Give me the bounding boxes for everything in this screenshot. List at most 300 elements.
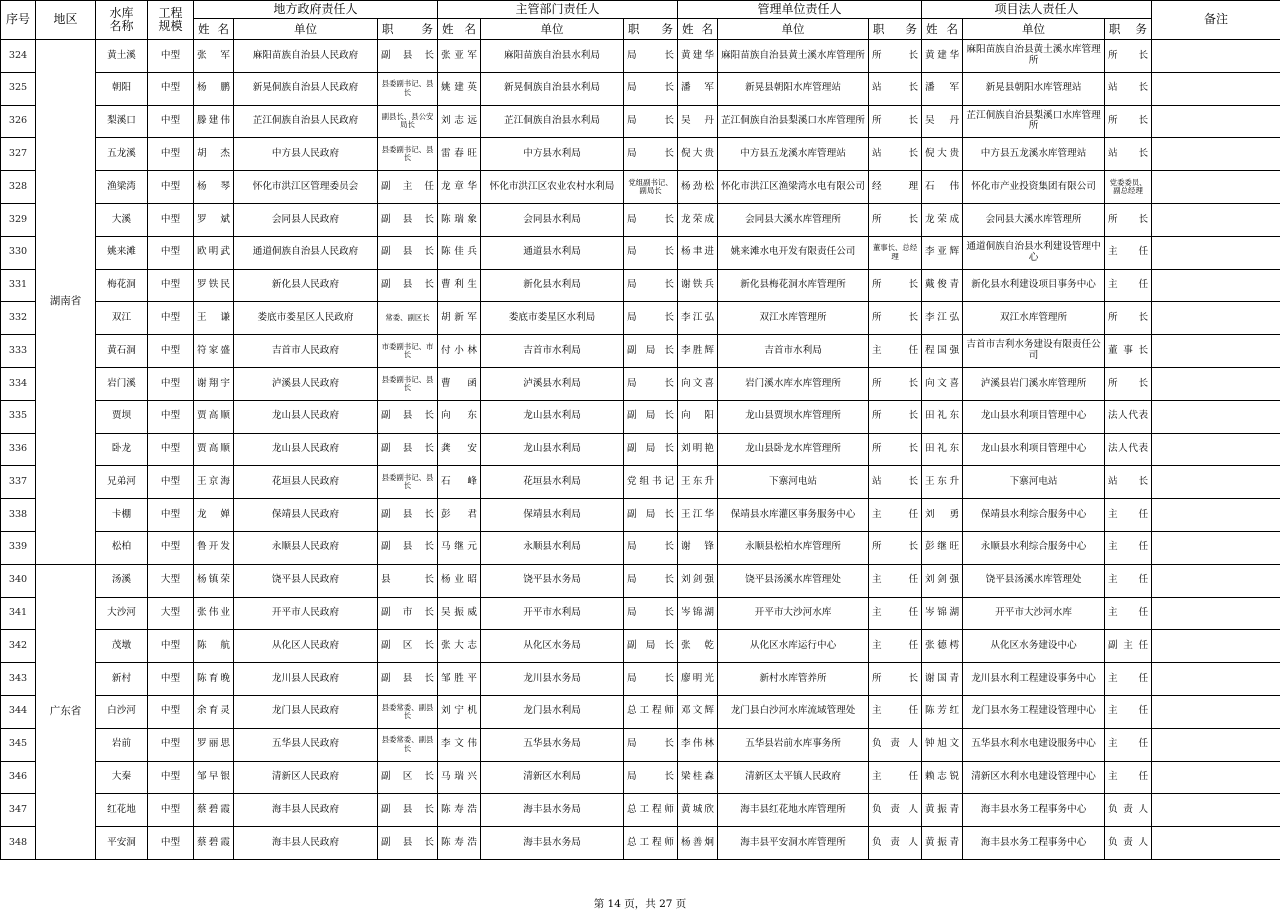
cell-mgmt-unit: 新村水库管养所 bbox=[718, 663, 869, 696]
cell-gov-unit: 龙川县人民政府 bbox=[234, 663, 378, 696]
cell-mgmt-unit: 饶平县汤溪水库管理处 bbox=[718, 564, 869, 597]
cell-remarks bbox=[1152, 433, 1280, 466]
cell-mgmt-unit: 新化县梅花洞水库管理所 bbox=[718, 269, 869, 302]
table-row bbox=[1, 761, 1280, 794]
cell-dept-unit: 清新区水利局 bbox=[481, 761, 624, 794]
subheader-mgmt-unit: 单位 bbox=[718, 19, 869, 40]
cell-remarks bbox=[1152, 171, 1280, 204]
cell-scale: 中型 bbox=[148, 171, 194, 204]
cell-remarks bbox=[1152, 72, 1280, 105]
cell-mgmt-duty: 主任 bbox=[869, 695, 922, 728]
cell-mgmt-duty: 主任 bbox=[869, 597, 922, 630]
cell-dept-duty: 总工程师 bbox=[624, 827, 678, 860]
cell-dept-unit: 五华县水务局 bbox=[481, 728, 624, 761]
cell-reservoir: 黄石洞 bbox=[96, 335, 148, 368]
cell-scale: 中型 bbox=[148, 72, 194, 105]
cell-gov-unit: 清新区人民政府 bbox=[234, 761, 378, 794]
cell-dept-duty: 局长 bbox=[624, 138, 678, 171]
cell-legal-name: 刘剑强 bbox=[922, 564, 963, 597]
cell-gov-duty: 副县长、县公安局长 bbox=[378, 105, 438, 138]
cell-gov-unit: 海丰县人民政府 bbox=[234, 827, 378, 860]
cell-mgmt-unit: 永顺县松柏水库管理所 bbox=[718, 531, 869, 564]
cell-mgmt-unit: 龙门县白沙河水库流域管理处 bbox=[718, 695, 869, 728]
cell-mgmt-unit: 龙山县贾坝水库管理所 bbox=[718, 400, 869, 433]
cell-scale: 中型 bbox=[148, 531, 194, 564]
subheader-mgmt-name: 姓 名 bbox=[678, 19, 718, 40]
cell-legal-duty: 主任 bbox=[1105, 597, 1152, 630]
cell-dept-name: 马继元 bbox=[438, 531, 481, 564]
cell-scale: 中型 bbox=[148, 105, 194, 138]
header-seq: 序号 bbox=[1, 1, 36, 40]
cell-gov-duty: 县委副书记、县长 bbox=[378, 72, 438, 105]
cell-dept-name: 邹胜平 bbox=[438, 663, 481, 696]
cell-gov-unit: 吉首市人民政府 bbox=[234, 335, 378, 368]
table-row bbox=[1, 171, 1280, 204]
table-row bbox=[1, 203, 1280, 236]
cell-legal-unit: 海丰县水务工程事务中心 bbox=[963, 827, 1105, 860]
cell-mgmt-unit: 姚来滩水电开发有限责任公司 bbox=[718, 236, 869, 269]
cell-gov-duty: 副县长 bbox=[378, 827, 438, 860]
cell-legal-name: 谢国青 bbox=[922, 663, 963, 696]
cell-gov-duty: 市委副书记、市长 bbox=[378, 335, 438, 368]
cell-reservoir: 大溪 bbox=[96, 203, 148, 236]
cell-dept-duty: 局长 bbox=[624, 40, 678, 73]
cell-dept-name: 张亚军 bbox=[438, 40, 481, 73]
cell-dept-duty: 副局长 bbox=[624, 499, 678, 532]
cell-mgmt-name: 谢铁兵 bbox=[678, 269, 718, 302]
cell-legal-unit: 开平市大沙河水库 bbox=[963, 597, 1105, 630]
cell-gov-name: 胡 杰 bbox=[194, 138, 234, 171]
cell-dept-name: 陈寿浩 bbox=[438, 827, 481, 860]
cell-mgmt-duty: 所长 bbox=[869, 367, 922, 400]
cell-seq: 337 bbox=[1, 466, 36, 499]
cell-legal-duty: 主任 bbox=[1105, 564, 1152, 597]
cell-seq: 335 bbox=[1, 400, 36, 433]
cell-mgmt-name: 梁桂森 bbox=[678, 761, 718, 794]
cell-legal-name: 向文喜 bbox=[922, 367, 963, 400]
page-footer: 第 14 页，共 27 页 bbox=[593, 898, 687, 910]
cell-mgmt-name: 李伟林 bbox=[678, 728, 718, 761]
cell-reservoir: 卡棚 bbox=[96, 499, 148, 532]
cell-mgmt-unit: 芷江侗族自治县梨溪口水库管理所 bbox=[718, 105, 869, 138]
cell-remarks bbox=[1152, 236, 1280, 269]
cell-mgmt-duty: 所长 bbox=[869, 269, 922, 302]
cell-mgmt-name: 岑锦湖 bbox=[678, 597, 718, 630]
cell-gov-name: 陈 航 bbox=[194, 630, 234, 663]
cell-legal-unit: 新晃县朝阳水库管理站 bbox=[963, 72, 1105, 105]
cell-mgmt-unit: 从化区水库运行中心 bbox=[718, 630, 869, 663]
cell-mgmt-name: 谢 锋 bbox=[678, 531, 718, 564]
cell-legal-duty: 董事长 bbox=[1105, 335, 1152, 368]
cell-reservoir: 松柏 bbox=[96, 531, 148, 564]
cell-legal-unit: 龙门县水务工程建设管理中心 bbox=[963, 695, 1105, 728]
cell-legal-unit: 龙山县水利项目管理中心 bbox=[963, 400, 1105, 433]
cell-legal-unit: 从化区水务建设中心 bbox=[963, 630, 1105, 663]
cell-remarks bbox=[1152, 630, 1280, 663]
cell-scale: 中型 bbox=[148, 695, 194, 728]
cell-dept-name: 曹 函 bbox=[438, 367, 481, 400]
cell-gov-duty: 县委副书记、县长 bbox=[378, 466, 438, 499]
cell-reservoir: 渔梁湾 bbox=[96, 171, 148, 204]
table-row bbox=[1, 138, 1280, 171]
cell-reservoir: 平安洞 bbox=[96, 827, 148, 860]
cell-gov-name: 余育灵 bbox=[194, 695, 234, 728]
cell-mgmt-name: 黄建华 bbox=[678, 40, 718, 73]
cell-legal-duty: 负责人 bbox=[1105, 794, 1152, 827]
cell-dept-duty: 局长 bbox=[624, 236, 678, 269]
cell-gov-name: 张伟业 bbox=[194, 597, 234, 630]
cell-gov-unit: 麻阳苗族自治县人民政府 bbox=[234, 40, 378, 73]
cell-gov-unit: 龙山县人民政府 bbox=[234, 433, 378, 466]
cell-mgmt-duty: 所长 bbox=[869, 531, 922, 564]
table-row bbox=[1, 695, 1280, 728]
cell-mgmt-duty: 负责人 bbox=[869, 728, 922, 761]
cell-gov-unit: 龙山县人民政府 bbox=[234, 400, 378, 433]
table-row bbox=[1, 236, 1280, 269]
subheader-mgmt-duty: 职 务 bbox=[869, 19, 922, 40]
table-row bbox=[1, 499, 1280, 532]
subheader-gov-duty: 职 务 bbox=[378, 19, 438, 40]
cell-gov-unit: 海丰县人民政府 bbox=[234, 794, 378, 827]
cell-gov-duty: 副县长 bbox=[378, 663, 438, 696]
cell-gov-name: 王 谦 bbox=[194, 302, 234, 335]
cell-legal-unit: 芷江侗族自治县梨溪口水库管理所 bbox=[963, 105, 1105, 138]
cell-dept-name: 陈寿浩 bbox=[438, 794, 481, 827]
cell-reservoir: 新村 bbox=[96, 663, 148, 696]
subheader-gov-unit: 单位 bbox=[234, 19, 378, 40]
cell-legal-name: 龙荣成 bbox=[922, 203, 963, 236]
cell-scale: 中型 bbox=[148, 466, 194, 499]
cell-legal-name: 张德樗 bbox=[922, 630, 963, 663]
cell-seq: 326 bbox=[1, 105, 36, 138]
cell-legal-unit: 清新区水利水电建设管理中心 bbox=[963, 761, 1105, 794]
cell-mgmt-unit: 吉首市水利局 bbox=[718, 335, 869, 368]
cell-reservoir: 白沙河 bbox=[96, 695, 148, 728]
cell-reservoir: 黄土溪 bbox=[96, 40, 148, 73]
cell-reservoir: 朝阳 bbox=[96, 72, 148, 105]
cell-gov-duty: 县长 bbox=[378, 564, 438, 597]
cell-gov-unit: 开平市人民政府 bbox=[234, 597, 378, 630]
table-row bbox=[1, 827, 1280, 860]
cell-legal-duty: 所长 bbox=[1105, 40, 1152, 73]
cell-seq: 329 bbox=[1, 203, 36, 236]
cell-mgmt-unit: 海丰县平安洞水库管理所 bbox=[718, 827, 869, 860]
cell-legal-duty: 主任 bbox=[1105, 236, 1152, 269]
cell-gov-name: 蔡碧霞 bbox=[194, 794, 234, 827]
cell-gov-unit: 中方县人民政府 bbox=[234, 138, 378, 171]
cell-reservoir: 兄弟河 bbox=[96, 466, 148, 499]
cell-seq: 339 bbox=[1, 531, 36, 564]
cell-seq: 334 bbox=[1, 367, 36, 400]
cell-seq: 331 bbox=[1, 269, 36, 302]
cell-mgmt-duty: 主任 bbox=[869, 335, 922, 368]
cell-legal-unit: 下寨河电站 bbox=[963, 466, 1105, 499]
cell-scale: 中型 bbox=[148, 335, 194, 368]
cell-legal-name: 倪大贵 bbox=[922, 138, 963, 171]
cell-gov-unit: 永顺县人民政府 bbox=[234, 531, 378, 564]
cell-mgmt-unit: 怀化市洪江区渔梁湾水电有限公司 bbox=[718, 171, 869, 204]
cell-dept-duty: 局长 bbox=[624, 367, 678, 400]
table-row bbox=[1, 335, 1280, 368]
cell-dept-unit: 龙山县水利局 bbox=[481, 400, 624, 433]
cell-dept-name: 马瑞兴 bbox=[438, 761, 481, 794]
cell-legal-unit: 会同县大溪水库管理所 bbox=[963, 203, 1105, 236]
cell-mgmt-unit: 中方县五龙溪水库管理站 bbox=[718, 138, 869, 171]
cell-legal-unit: 吉首市吉利水务建设有限责任公司 bbox=[963, 335, 1105, 368]
table-row bbox=[1, 105, 1280, 138]
cell-mgmt-name: 向文喜 bbox=[678, 367, 718, 400]
cell-mgmt-duty: 经理 bbox=[869, 171, 922, 204]
cell-legal-unit: 龙山县水利项目管理中心 bbox=[963, 433, 1105, 466]
cell-mgmt-name: 杨善炯 bbox=[678, 827, 718, 860]
cell-dept-unit: 中方县水利局 bbox=[481, 138, 624, 171]
cell-dept-unit: 娄底市娄星区水利局 bbox=[481, 302, 624, 335]
cell-remarks bbox=[1152, 335, 1280, 368]
cell-reservoir: 卧龙 bbox=[96, 433, 148, 466]
cell-scale: 中型 bbox=[148, 367, 194, 400]
cell-seq: 341 bbox=[1, 597, 36, 630]
cell-mgmt-duty: 主任 bbox=[869, 630, 922, 663]
cell-seq: 342 bbox=[1, 630, 36, 663]
table-row bbox=[1, 302, 1280, 335]
cell-seq: 347 bbox=[1, 794, 36, 827]
cell-mgmt-unit: 五华县岩前水库事务所 bbox=[718, 728, 869, 761]
cell-scale: 中型 bbox=[148, 499, 194, 532]
cell-gov-duty: 县委常委、副县长 bbox=[378, 728, 438, 761]
cell-gov-name: 蔡碧霞 bbox=[194, 827, 234, 860]
cell-scale: 中型 bbox=[148, 630, 194, 663]
cell-dept-name: 石 峰 bbox=[438, 466, 481, 499]
cell-dept-unit: 龙川县水务局 bbox=[481, 663, 624, 696]
cell-dept-name: 吴振威 bbox=[438, 597, 481, 630]
cell-legal-name: 陈芳红 bbox=[922, 695, 963, 728]
header-scale: 工程规模 bbox=[148, 1, 194, 40]
cell-legal-duty: 主任 bbox=[1105, 499, 1152, 532]
cell-dept-name: 刘宁机 bbox=[438, 695, 481, 728]
cell-gov-unit: 通道侗族自治县人民政府 bbox=[234, 236, 378, 269]
cell-scale: 中型 bbox=[148, 827, 194, 860]
cell-seq: 324 bbox=[1, 40, 36, 73]
cell-gov-name: 罗铁民 bbox=[194, 269, 234, 302]
cell-seq: 346 bbox=[1, 761, 36, 794]
table-row bbox=[1, 630, 1280, 663]
cell-mgmt-unit: 岩门溪水库水库管理所 bbox=[718, 367, 869, 400]
cell-mgmt-duty: 负责人 bbox=[869, 794, 922, 827]
table-row bbox=[1, 367, 1280, 400]
cell-legal-name: 王东升 bbox=[922, 466, 963, 499]
cell-remarks bbox=[1152, 597, 1280, 630]
cell-gov-name: 贾高顺 bbox=[194, 400, 234, 433]
cell-gov-unit: 龙门县人民政府 bbox=[234, 695, 378, 728]
cell-dept-duty: 局长 bbox=[624, 728, 678, 761]
cell-dept-name: 曹利生 bbox=[438, 269, 481, 302]
cell-dept-duty: 局长 bbox=[624, 761, 678, 794]
cell-legal-duty: 所长 bbox=[1105, 203, 1152, 236]
cell-dept-name: 彭 君 bbox=[438, 499, 481, 532]
cell-mgmt-unit: 双江水库管理所 bbox=[718, 302, 869, 335]
cell-scale: 中型 bbox=[148, 236, 194, 269]
cell-gov-name: 龙 婵 bbox=[194, 499, 234, 532]
cell-scale: 中型 bbox=[148, 203, 194, 236]
cell-mgmt-name: 刘剑强 bbox=[678, 564, 718, 597]
cell-seq: 332 bbox=[1, 302, 36, 335]
cell-gov-unit: 五华县人民政府 bbox=[234, 728, 378, 761]
table-row bbox=[1, 597, 1280, 630]
cell-legal-duty: 主任 bbox=[1105, 728, 1152, 761]
cell-legal-unit: 保靖县水利综合服务中心 bbox=[963, 499, 1105, 532]
cell-gov-duty: 副主任 bbox=[378, 171, 438, 204]
cell-dept-duty: 副局长 bbox=[624, 630, 678, 663]
cell-mgmt-duty: 站长 bbox=[869, 138, 922, 171]
cell-gov-unit: 花垣县人民政府 bbox=[234, 466, 378, 499]
subheader-legal-unit: 单位 bbox=[963, 19, 1105, 40]
cell-legal-duty: 法人代表 bbox=[1105, 433, 1152, 466]
cell-gov-duty: 县委副书记、县长 bbox=[378, 367, 438, 400]
cell-legal-duty: 所长 bbox=[1105, 367, 1152, 400]
cell-gov-unit: 会同县人民政府 bbox=[234, 203, 378, 236]
cell-dept-unit: 从化区水务局 bbox=[481, 630, 624, 663]
cell-mgmt-name: 龙荣成 bbox=[678, 203, 718, 236]
cell-mgmt-unit: 会同县大溪水库管理所 bbox=[718, 203, 869, 236]
cell-dept-unit: 开平市水利局 bbox=[481, 597, 624, 630]
cell-dept-unit: 新晃侗族自治县水利局 bbox=[481, 72, 624, 105]
cell-dept-name: 胡新军 bbox=[438, 302, 481, 335]
table-row bbox=[1, 40, 1280, 73]
cell-legal-unit: 怀化市产业投资集团有限公司 bbox=[963, 171, 1105, 204]
cell-legal-name: 钟旭文 bbox=[922, 728, 963, 761]
cell-scale: 中型 bbox=[148, 663, 194, 696]
cell-seq: 343 bbox=[1, 663, 36, 696]
cell-gov-name: 杨 琴 bbox=[194, 171, 234, 204]
cell-seq: 327 bbox=[1, 138, 36, 171]
cell-mgmt-duty: 负责人 bbox=[869, 827, 922, 860]
header-gov: 地方政府责任人 bbox=[194, 1, 438, 19]
cell-mgmt-name: 王东升 bbox=[678, 466, 718, 499]
cell-mgmt-name: 黄城欣 bbox=[678, 794, 718, 827]
cell-mgmt-duty: 站长 bbox=[869, 466, 922, 499]
cell-mgmt-duty: 主任 bbox=[869, 761, 922, 794]
cell-scale: 中型 bbox=[148, 302, 194, 335]
cell-mgmt-unit: 麻阳苗族自治县黄土溪水库管理所 bbox=[718, 40, 869, 73]
cell-mgmt-name: 杨劲松 bbox=[678, 171, 718, 204]
cell-dept-duty: 局长 bbox=[624, 564, 678, 597]
cell-legal-duty: 站长 bbox=[1105, 466, 1152, 499]
cell-dept-unit: 龙门县水利局 bbox=[481, 695, 624, 728]
cell-gov-name: 陈育晚 bbox=[194, 663, 234, 696]
cell-dept-name: 陈瑞象 bbox=[438, 203, 481, 236]
cell-mgmt-unit: 开平市大沙河水库 bbox=[718, 597, 869, 630]
cell-remarks bbox=[1152, 499, 1280, 532]
cell-dept-name: 李文伟 bbox=[438, 728, 481, 761]
cell-gov-name: 符家盛 bbox=[194, 335, 234, 368]
cell-dept-name: 刘志远 bbox=[438, 105, 481, 138]
cell-legal-name: 李亚辉 bbox=[922, 236, 963, 269]
cell-legal-duty: 站长 bbox=[1105, 72, 1152, 105]
cell-dept-duty: 局长 bbox=[624, 302, 678, 335]
cell-scale: 大型 bbox=[148, 564, 194, 597]
cell-legal-unit: 龙川县水利工程建设事务中心 bbox=[963, 663, 1105, 696]
cell-mgmt-duty: 所长 bbox=[869, 203, 922, 236]
cell-mgmt-duty: 主任 bbox=[869, 564, 922, 597]
cell-mgmt-name: 廖明光 bbox=[678, 663, 718, 696]
cell-mgmt-name: 王江华 bbox=[678, 499, 718, 532]
table-row bbox=[1, 794, 1280, 827]
cell-scale: 中型 bbox=[148, 269, 194, 302]
subheader-legal-name: 姓 名 bbox=[922, 19, 963, 40]
cell-reservoir: 姚来滩 bbox=[96, 236, 148, 269]
cell-remarks bbox=[1152, 564, 1280, 597]
cell-gov-duty: 副县长 bbox=[378, 531, 438, 564]
cell-gov-duty: 县委副书记、县长 bbox=[378, 138, 438, 171]
cell-dept-unit: 芷江侗族自治县水利局 bbox=[481, 105, 624, 138]
cell-mgmt-name: 邓文辉 bbox=[678, 695, 718, 728]
table-row bbox=[1, 531, 1280, 564]
header-region: 地区 bbox=[36, 1, 96, 40]
cell-scale: 中型 bbox=[148, 40, 194, 73]
subheader-dept-unit: 单位 bbox=[481, 19, 624, 40]
cell-mgmt-duty: 所长 bbox=[869, 40, 922, 73]
cell-dept-duty: 党组副书记、副局长 bbox=[624, 171, 678, 204]
cell-mgmt-name: 吴 丹 bbox=[678, 105, 718, 138]
cell-scale: 中型 bbox=[148, 400, 194, 433]
cell-dept-unit: 新化县水利局 bbox=[481, 269, 624, 302]
cell-remarks bbox=[1152, 40, 1280, 73]
cell-dept-unit: 麻阳苗族自治县水利局 bbox=[481, 40, 624, 73]
cell-legal-duty: 主任 bbox=[1105, 761, 1152, 794]
cell-legal-unit: 海丰县水务工程事务中心 bbox=[963, 794, 1105, 827]
cell-seq: 330 bbox=[1, 236, 36, 269]
cell-dept-unit: 吉首市水利局 bbox=[481, 335, 624, 368]
cell-seq: 345 bbox=[1, 728, 36, 761]
cell-dept-duty: 副局长 bbox=[624, 335, 678, 368]
cell-gov-name: 邹早银 bbox=[194, 761, 234, 794]
cell-remarks bbox=[1152, 203, 1280, 236]
cell-reservoir: 大秦 bbox=[96, 761, 148, 794]
cell-mgmt-unit: 海丰县红花地水库管理所 bbox=[718, 794, 869, 827]
cell-gov-duty: 副市长 bbox=[378, 597, 438, 630]
cell-remarks bbox=[1152, 105, 1280, 138]
header-legal: 项目法人责任人 bbox=[922, 1, 1152, 19]
cell-legal-name: 田礼东 bbox=[922, 400, 963, 433]
cell-legal-unit: 双江水库管理所 bbox=[963, 302, 1105, 335]
cell-gov-duty: 副县长 bbox=[378, 40, 438, 73]
region-cell: 广东省 bbox=[36, 564, 96, 859]
cell-dept-duty: 副局长 bbox=[624, 433, 678, 466]
cell-reservoir: 五龙溪 bbox=[96, 138, 148, 171]
cell-mgmt-unit: 新晃县朝阳水库管理站 bbox=[718, 72, 869, 105]
header-dept: 主管部门责任人 bbox=[438, 1, 678, 19]
cell-gov-duty: 副县长 bbox=[378, 499, 438, 532]
cell-dept-name: 张大志 bbox=[438, 630, 481, 663]
cell-scale: 中型 bbox=[148, 794, 194, 827]
cell-legal-name: 李江弘 bbox=[922, 302, 963, 335]
cell-gov-unit: 饶平县人民政府 bbox=[234, 564, 378, 597]
cell-reservoir: 茂墩 bbox=[96, 630, 148, 663]
cell-dept-name: 向 东 bbox=[438, 400, 481, 433]
cell-mgmt-duty: 所长 bbox=[869, 302, 922, 335]
cell-legal-duty: 所长 bbox=[1105, 302, 1152, 335]
cell-legal-unit: 五华县水利水电建设服务中心 bbox=[963, 728, 1105, 761]
cell-gov-name: 杨镇荣 bbox=[194, 564, 234, 597]
cell-legal-unit: 麻阳苗族自治县黄土溪水库管理所 bbox=[963, 40, 1105, 73]
cell-reservoir: 岩前 bbox=[96, 728, 148, 761]
cell-dept-name: 龚 安 bbox=[438, 433, 481, 466]
cell-dept-duty: 局长 bbox=[624, 269, 678, 302]
cell-gov-duty: 副区长 bbox=[378, 630, 438, 663]
cell-legal-duty: 主任 bbox=[1105, 531, 1152, 564]
cell-scale: 中型 bbox=[148, 728, 194, 761]
cell-mgmt-name: 李胜辉 bbox=[678, 335, 718, 368]
